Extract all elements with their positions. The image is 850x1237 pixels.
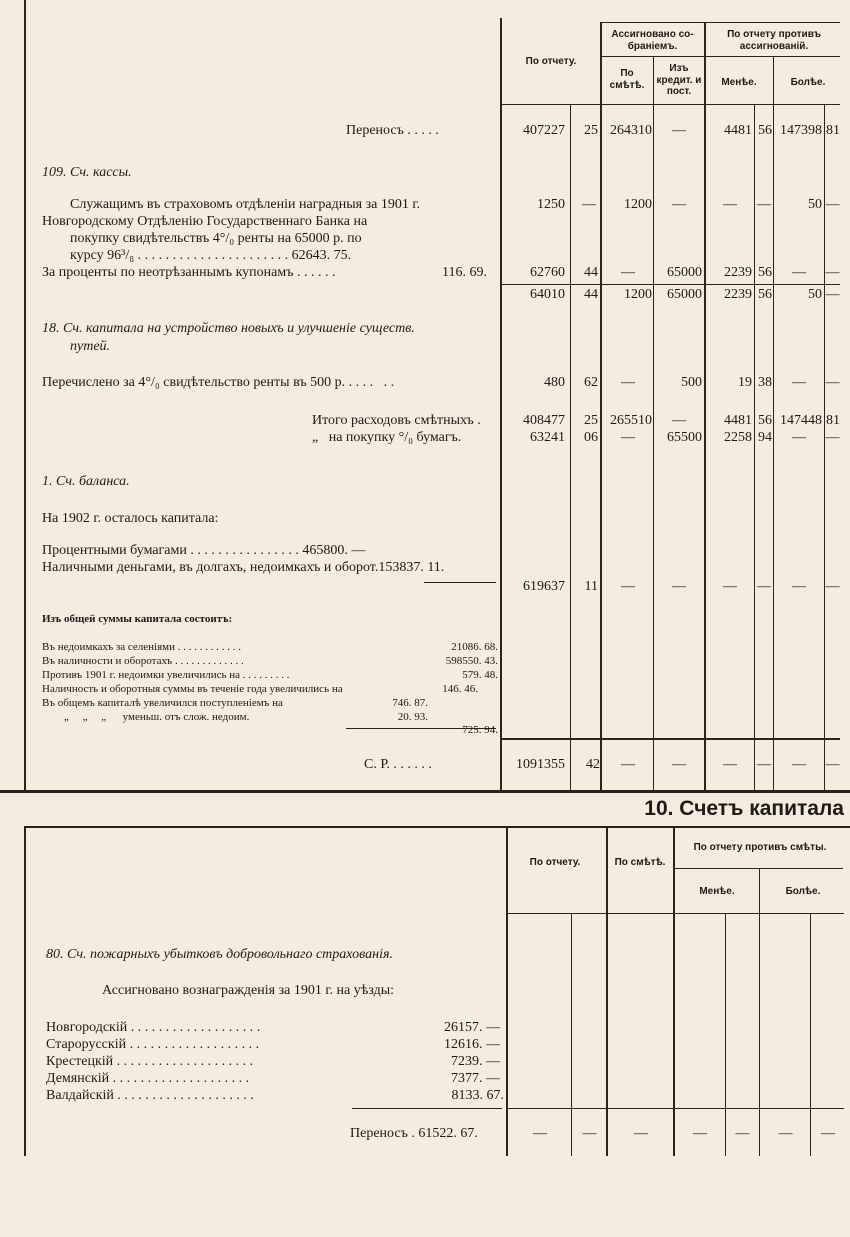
- row-proc-label: За проценты по неотрѣзаннымъ купонамъ . . . . . .: [42, 265, 336, 280]
- cell-v2: —: [621, 757, 635, 772]
- cell-k5: —: [825, 579, 840, 594]
- cell-k4: 56: [758, 413, 772, 428]
- sub-line-label: „ „ „ уменьш. отъ слож. недоим.: [64, 711, 250, 723]
- cell-v5: 147398: [780, 123, 822, 138]
- cell-v2: 1200: [624, 287, 652, 302]
- cell-k4: 56: [758, 265, 772, 280]
- cell: —: [778, 1126, 793, 1141]
- cell: —: [821, 1126, 835, 1141]
- cell-v3: 500: [681, 375, 702, 390]
- cell-k4: —: [757, 197, 771, 212]
- cell-v2: —: [621, 265, 635, 280]
- sub-line-amount: 746. 87.: [392, 697, 428, 709]
- cell: —: [533, 1126, 547, 1141]
- cell-k5: —: [825, 375, 840, 390]
- sum-rule: [352, 1108, 502, 1109]
- pokupka-label: „ на покупку °/₀ бумагъ.: [312, 430, 462, 445]
- header-po-otchetu: По отчету.: [529, 857, 581, 868]
- cell-k5: —: [825, 757, 840, 772]
- header-po-otchetu-protiv: По отчету противъ ассигнованій.: [727, 29, 821, 52]
- cell-v4: —: [723, 579, 737, 594]
- cell-k4: —: [757, 757, 771, 772]
- header-po-smete: По смѣтѣ.: [614, 857, 666, 868]
- column-divider-text: [500, 18, 502, 790]
- cell-k4: 56: [758, 123, 772, 138]
- sub-line-amount: 598550. 43.: [445, 655, 498, 667]
- sub-line-amount: 21086. 68.: [451, 641, 498, 653]
- nalich-label: Наличными деньгами, въ долгахъ, недоимкахъ и оборот.153837. 11.: [42, 560, 445, 575]
- sub-result: 725. 94.: [462, 724, 498, 736]
- header-assignovano: Ассигновано со-браніемъ.: [611, 29, 694, 52]
- cell-k4: 56: [758, 287, 772, 302]
- header-po-otchetu: По отчету.: [525, 56, 577, 67]
- subtotal-line: [500, 284, 840, 285]
- cell-v3: —: [672, 197, 686, 212]
- left-border: [24, 0, 26, 790]
- cell-v1: 1091355: [516, 757, 565, 772]
- cell-v4: 4481: [724, 413, 752, 428]
- header-iz-kredit: Изъ кредит. и пост.: [656, 63, 702, 97]
- section-109-title: 109. Сч. кассы.: [42, 165, 132, 180]
- cell-k5: 81: [826, 413, 840, 428]
- column-divider: [773, 56, 774, 790]
- header-bottom-line: [500, 104, 840, 105]
- header-bolee: Болѣе.: [785, 886, 821, 897]
- sub-line-label: Въ наличности и оборотахъ . . . . . . . . . . . . .: [42, 655, 244, 667]
- cell: —: [634, 1126, 648, 1141]
- header-top-line: [600, 22, 840, 23]
- cell-v1: 408477: [523, 413, 565, 428]
- row-novgorod-line3: курсу 96³/₈ . . . . . . . . . . . . . . . . . . . . . . 62643. 75.: [70, 248, 352, 263]
- total-line: [500, 738, 840, 740]
- section-1-title: 1. Сч. баланса.: [42, 474, 130, 489]
- cell-v2: —: [621, 430, 635, 445]
- cell-v1: 619637: [523, 579, 565, 594]
- ostalos-label: На 1902 г. осталось капитала:: [42, 511, 219, 526]
- cell-v5: —: [792, 265, 806, 280]
- column-divider: [759, 868, 760, 1156]
- uezd-name: Новгородскій . . . . . . . . . . . . . . . . . . .: [46, 1020, 261, 1035]
- column-divider: [725, 914, 726, 1156]
- section-18-title-cont: путей.: [70, 339, 111, 354]
- cell-v5: 147448: [780, 413, 822, 428]
- cell-k4: 38: [758, 375, 772, 390]
- row-novgorod-line2: покупку свидѣтельствъ 4°/₀ ренты на 65000 р. по: [70, 231, 362, 246]
- cell-v5: —: [792, 579, 806, 594]
- cell-k1: 62: [584, 375, 598, 390]
- cell-k1: —: [582, 197, 596, 212]
- cell-v3: —: [672, 123, 686, 138]
- header-mid-line: [600, 56, 840, 57]
- cell-v2: —: [621, 579, 635, 594]
- cell-v3: 65500: [667, 430, 702, 445]
- column-divider: [606, 828, 608, 1156]
- column-divider: [653, 56, 654, 790]
- sub-line-amount: 146. 46.: [442, 683, 478, 695]
- itogo-label: Итого расходовъ смѣтныхъ .: [312, 413, 481, 428]
- cell-v2: 264310: [610, 123, 652, 138]
- cell-v5: —: [792, 375, 806, 390]
- column-divider-text: [506, 828, 508, 1156]
- cell: —: [735, 1126, 750, 1141]
- left-border: [24, 826, 26, 1156]
- cell-k5: —: [825, 197, 840, 212]
- cell-v2: 1200: [624, 197, 652, 212]
- cell-v4: 19: [738, 375, 752, 390]
- procent-label: Процентными бумагами . . . . . . . . . . . . . . . . 465800. —: [42, 543, 366, 558]
- section-80-title: 80. Сч. пожарныхъ убытковъ добровольнаго страхованія.: [46, 947, 393, 962]
- cell-v4: —: [723, 197, 737, 212]
- column-divider: [673, 828, 675, 1156]
- perenos-label: Переносъ . . . . .: [346, 123, 439, 138]
- cell-v5: —: [792, 430, 806, 445]
- row-novgorod-line1: Новгородскому Отдѣленію Государственнаго Банка на: [42, 214, 368, 229]
- cell: —: [582, 1126, 597, 1141]
- section-divider-top: [0, 790, 850, 793]
- uezd-name: Демянскій . . . . . . . . . . . . . . . . . . . .: [46, 1071, 250, 1086]
- cell-v3: —: [672, 413, 686, 428]
- cell-v4: 2239: [724, 287, 752, 302]
- cell-v3: 65000: [667, 265, 702, 280]
- cell-v5: —: [792, 757, 806, 772]
- cell-k1: 44: [584, 265, 598, 280]
- sub-line-label: Противъ 1901 г. недоимки увеличились на . . . . . . . . .: [42, 669, 290, 681]
- row-proc-amount: 116. 69.: [442, 265, 487, 280]
- cell-k1: 11: [584, 579, 598, 594]
- cell-v3: 65000: [667, 287, 702, 302]
- uezd-amount: 8133. 67.: [451, 1088, 504, 1103]
- uezd-name: Старорусскій . . . . . . . . . . . . . . . . . . .: [46, 1037, 260, 1052]
- cell-k5: —: [825, 430, 840, 445]
- column-divider: [600, 22, 602, 790]
- cell-v1: 64010: [530, 287, 565, 302]
- section-18-title: 18. Сч. капитала на устройство новыхъ и улучшеніе существ.: [42, 321, 415, 336]
- iz-obshchey-label: Изъ общей суммы капитала состоитъ:: [42, 613, 233, 625]
- cell-v3: —: [672, 579, 686, 594]
- cell-v1: 63241: [530, 430, 565, 445]
- section-divider-bottom: [24, 826, 850, 828]
- cell-k1: 25: [584, 413, 598, 428]
- uezd-amount: 26157. —: [444, 1020, 500, 1035]
- row-sluzh-label: Служащимъ въ страховомъ отдѣленіи наградныя за 1901 г.: [70, 197, 421, 212]
- cell-v4: 2239: [724, 265, 752, 280]
- cell-k1: 25: [584, 123, 598, 138]
- cell-k1: 06: [584, 430, 598, 445]
- cell-v1: 62760: [530, 265, 565, 280]
- uezd-amount: 12616. —: [444, 1037, 500, 1052]
- cell-v4: 4481: [724, 123, 752, 138]
- cell-v4: 2258: [724, 430, 752, 445]
- cell-v1: 407227: [523, 123, 565, 138]
- sub-line-label: Наличность и оборотныя суммы въ теченіе года увеличились на: [42, 683, 343, 695]
- cell-k4: 94: [758, 430, 772, 445]
- cell-v3: —: [672, 757, 686, 772]
- sr-label: С. Р. . . . . . .: [364, 757, 432, 772]
- cell-v5: 50: [808, 197, 822, 212]
- header-po-smete: По смѣтѣ.: [609, 68, 645, 91]
- header-menee: Менѣе.: [721, 77, 757, 88]
- uezd-name: Крестецкій . . . . . . . . . . . . . . . . . . . .: [46, 1054, 254, 1069]
- cell: —: [693, 1126, 707, 1141]
- header-menee: Менѣе.: [699, 886, 735, 897]
- column-divider: [704, 22, 706, 790]
- bottom-line: [506, 1108, 844, 1109]
- header-po-otchetu-protiv: По отчету противъ смѣты.: [693, 842, 827, 853]
- sum-rule: [424, 582, 496, 583]
- assign-label: Ассигновано вознагражденія за 1901 г. на уѣзды:: [102, 983, 394, 998]
- uezd-name: Валдайскій . . . . . . . . . . . . . . . . . . . .: [46, 1088, 254, 1103]
- cell-v5: 50: [808, 287, 822, 302]
- section-title: 10. Счетъ капитала: [644, 797, 844, 820]
- cell-v2: —: [621, 375, 635, 390]
- cell-v2: 265510: [610, 413, 652, 428]
- header-bottom-line: [506, 913, 844, 914]
- cell-k4: —: [757, 579, 771, 594]
- cell-k5: —: [825, 265, 840, 280]
- sub-line-label: Въ общемъ капиталѣ увеличился поступленіемъ на: [42, 697, 283, 709]
- sub-line-amount: 579. 48.: [462, 669, 498, 681]
- cell-k1: 42: [586, 757, 600, 772]
- sub-line-amount: 20. 93.: [397, 711, 428, 723]
- cell-v1: 1250: [537, 197, 565, 212]
- column-divider: [571, 914, 572, 1156]
- uezd-amount: 7239. —: [451, 1054, 500, 1069]
- column-divider: [570, 104, 571, 790]
- cell-v1: 480: [544, 375, 565, 390]
- header-mid-line: [673, 868, 843, 869]
- perenos-label: Переносъ . 61522. 67.: [350, 1126, 478, 1141]
- column-divider: [810, 914, 811, 1156]
- row-perech-label: Перечислено за 4°/₀ свидѣтельство ренты въ 500 р. . . . . . .: [42, 375, 395, 390]
- cell-k5: —: [825, 287, 840, 302]
- uezd-amount: 7377. —: [451, 1071, 500, 1086]
- cell-k5: 81: [826, 123, 840, 138]
- cell-v4: —: [723, 757, 737, 772]
- header-bolee: Болѣе.: [790, 77, 826, 88]
- cell-k1: 44: [584, 287, 598, 302]
- sub-line-label: Въ недоимкахъ за селеніями . . . . . . . . . . . .: [42, 641, 242, 653]
